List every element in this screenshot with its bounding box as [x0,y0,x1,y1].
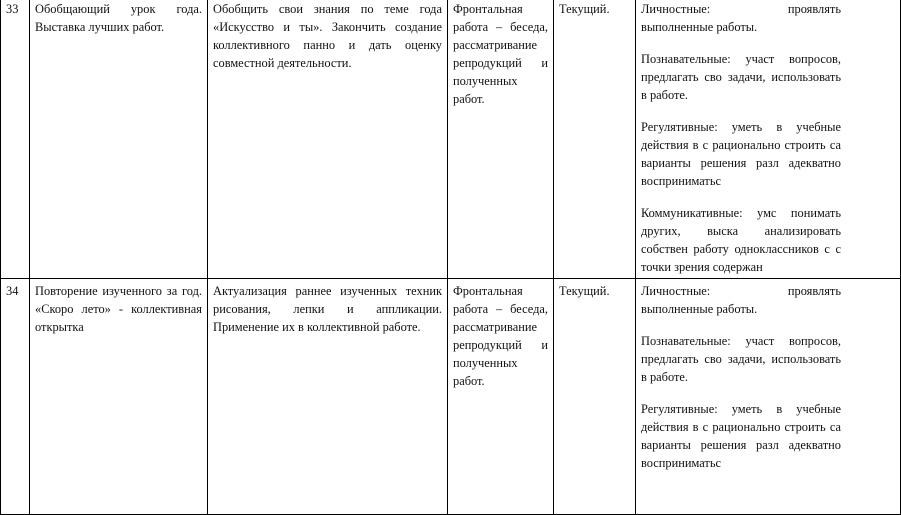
uud-communicative: Коммуникативные: умс понимать других, выска анализировать собствен работу одноклассников с с точки зрения содержан [641,206,841,274]
lesson-topic: Повторение изученного за год. «Скоро лето» - коллективная открытка [30,279,208,515]
lesson-number: 33 [1,0,30,279]
lesson-form: Фронтальная работа – беседа, рассматривание репродукций и полученных работ. [448,0,554,279]
lesson-goal: Актуализация раннее изученных техник рисования, лепки и аппликации. Применение их в коллективной работе. [208,279,448,515]
lesson-goal: Обобщить свои знания по теме года «Искусство и ты». Закончить создание коллективного панно и дать оценку совместной деятельности. [208,0,448,279]
uud-cognitive: Познавательные: участ вопросов, предлагать сво задачи, использовать в работе. [641,52,841,102]
uud-regulatory: Регулятивные: уметь в учебные действия в с рационально строить са варианты решения разл адекватно восприниматьс [641,120,841,188]
lesson-control: Текущий. [554,0,636,279]
uud-personal: Личностные: проявлять выполненные работы. [641,2,841,34]
lesson-uud [636,0,901,279]
lesson-topic: Обобщающий урок года. Выставка лучших работ. [30,0,208,279]
lesson-number: 34 [1,279,30,515]
uud-personal: Личностные: проявлять выполненные работы. [641,284,841,316]
uud-cognitive: Познавательные: участ вопросов, предлагать сво задачи, использовать в работе. [641,334,841,384]
lesson-uud [636,279,901,515]
lesson-control: Текущий. [554,279,636,515]
lesson-form: Фронтальная работа – беседа, рассматривание репродукций и полученных работ. [448,279,554,515]
table-row [1,0,901,279]
uud-regulatory: Регулятивные: уметь в учебные действия в с рационально строить са варианты решения разл адекватно восприниматьс [641,402,841,470]
table-row [1,279,901,515]
